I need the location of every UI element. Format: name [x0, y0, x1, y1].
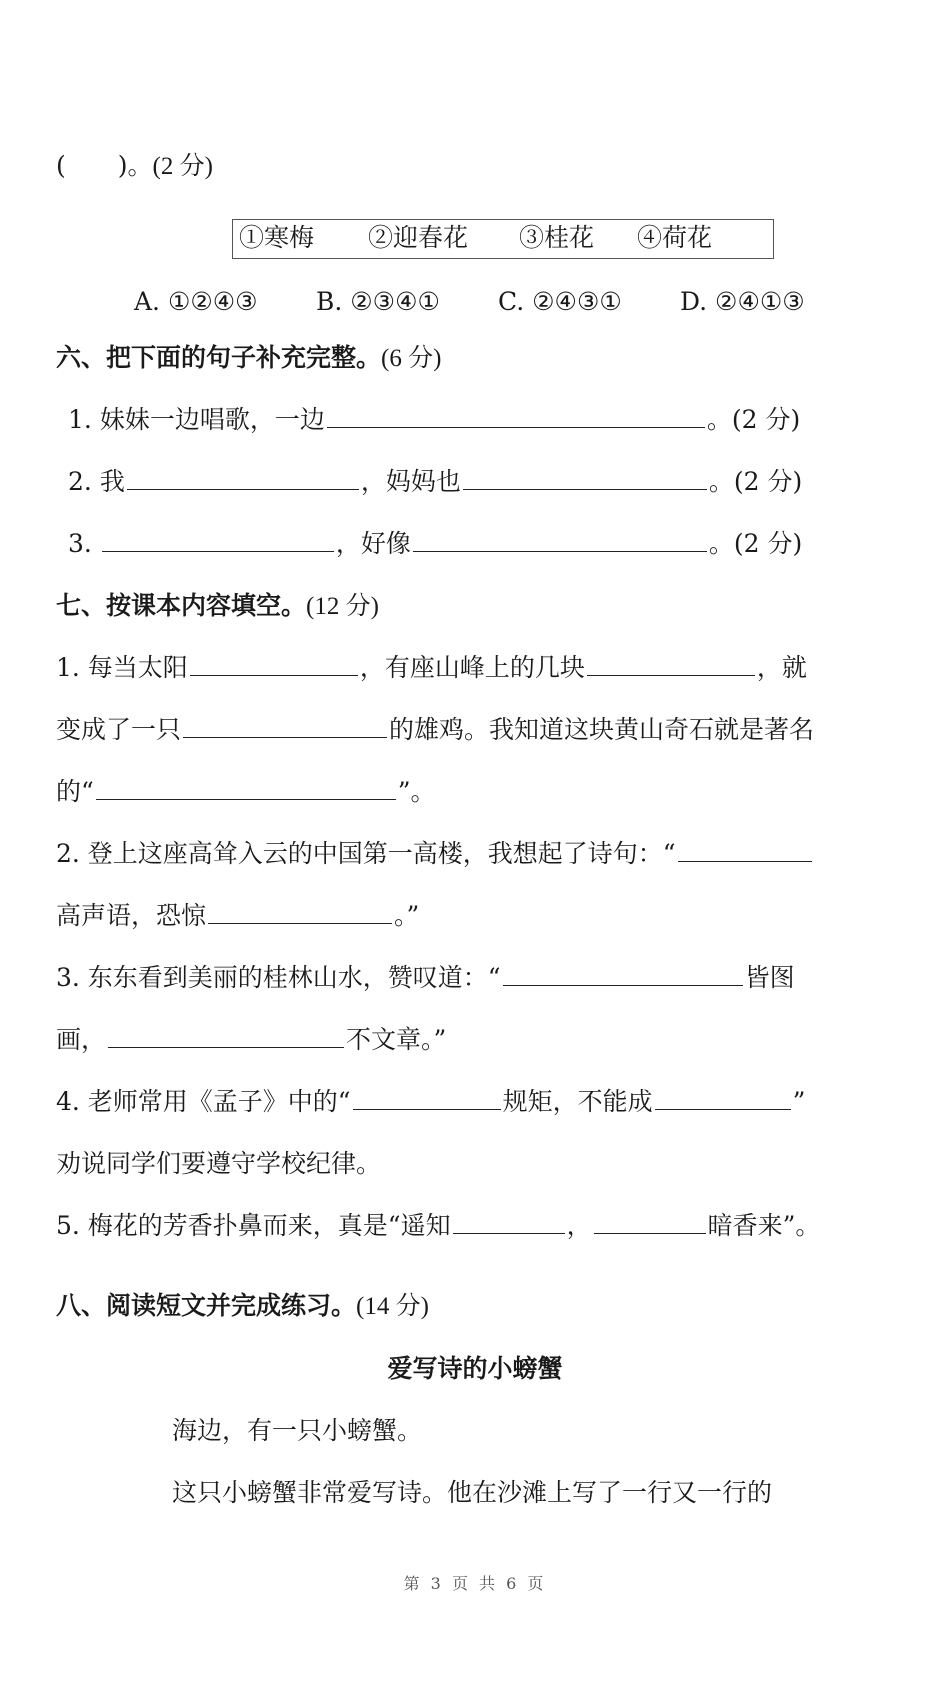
q5-options-box: [232, 219, 774, 259]
answer-blank[interactable]: [108, 1025, 344, 1048]
section7-q4-line1: 4. 老师常用《孟子》中的“ 规矩，不能成 ”: [56, 1087, 806, 1116]
answer-blank[interactable]: [503, 963, 743, 986]
answer-blank[interactable]: [183, 715, 387, 738]
choice-a: A. ①②④③: [134, 287, 258, 316]
answer-blank[interactable]: [102, 529, 334, 552]
section6-heading: 六、把下面的句子补充完整。(6 分): [56, 343, 442, 372]
page-footer: 第 3 页 共 6 页: [403, 1574, 547, 1593]
answer-blank[interactable]: [190, 653, 358, 676]
section7-q1-line1: 1. 每当太阳 ，有座山峰上的几块 ，就: [56, 653, 807, 682]
answer-blank[interactable]: [587, 653, 755, 676]
section7-heading: 七、按课本内容填空。(12 分): [56, 591, 379, 620]
answer-blank[interactable]: [96, 777, 396, 800]
option-item: ④荷花: [637, 223, 713, 252]
passage-title: 爱写诗的小螃蟹: [387, 1354, 563, 1383]
passage-paragraph-1: 海边，有一只小螃蟹。: [172, 1416, 423, 1445]
passage-paragraph-2: 这只小螃蟹非常爱写诗。他在沙滩上写了一行又一行的: [172, 1478, 773, 1507]
choice-c: C. ②④③①: [498, 287, 622, 316]
q5-answer-paren: ( )。(2 分): [56, 151, 213, 180]
option-item: ①寒梅: [239, 223, 315, 252]
section7-q2-line2: 高声语，恐惊 。”: [56, 901, 420, 930]
answer-blank[interactable]: [327, 405, 705, 428]
option-item: ②迎春花: [368, 223, 469, 252]
answer-blank[interactable]: [678, 839, 812, 862]
section8-heading: 八、阅读短文并完成练习。(14 分): [56, 1291, 429, 1320]
answer-blank[interactable]: [463, 467, 707, 490]
section7-q1-line3: 的“ ”。: [56, 777, 436, 806]
section6-item-1: 1. 妹妹一边唱歌，一边 。(2 分): [68, 405, 801, 434]
answer-blank[interactable]: [353, 1087, 501, 1110]
answer-blank[interactable]: [208, 901, 392, 924]
section6-item-3: 3. ，好像 。(2 分): [68, 529, 803, 558]
choice-b: B. ②③④①: [316, 287, 440, 316]
answer-blank[interactable]: [594, 1211, 706, 1234]
section7-q5-line1: 5. 梅花的芳香扑鼻而来，真是“遥知 ， 暗香来”。: [56, 1211, 821, 1240]
answer-blank[interactable]: [127, 467, 359, 490]
section6-item-2: 2. 我 ，妈妈也 。(2 分): [68, 467, 803, 496]
choice-d: D. ②④①③: [680, 287, 805, 316]
answer-blank[interactable]: [655, 1087, 791, 1110]
section7-q3-line1: 3. 东东看到美丽的桂林山水，赞叹道：“ 皆图: [56, 963, 795, 992]
section7-q1-line2: 变成了一只 的雄鸡。我知道这块黄山奇石就是著名: [56, 715, 815, 744]
section7-q2-line1: 2. 登上这座高耸入云的中国第一高楼，我想起了诗句：“: [56, 838, 814, 870]
section7-q4-line2: 劝说同学们要遵守学校纪律。: [56, 1149, 382, 1178]
option-item: ③桂花: [519, 223, 595, 252]
answer-blank[interactable]: [413, 529, 707, 552]
section7-q3-line2: 画， 不文章。”: [56, 1025, 447, 1054]
answer-blank[interactable]: [453, 1211, 565, 1234]
